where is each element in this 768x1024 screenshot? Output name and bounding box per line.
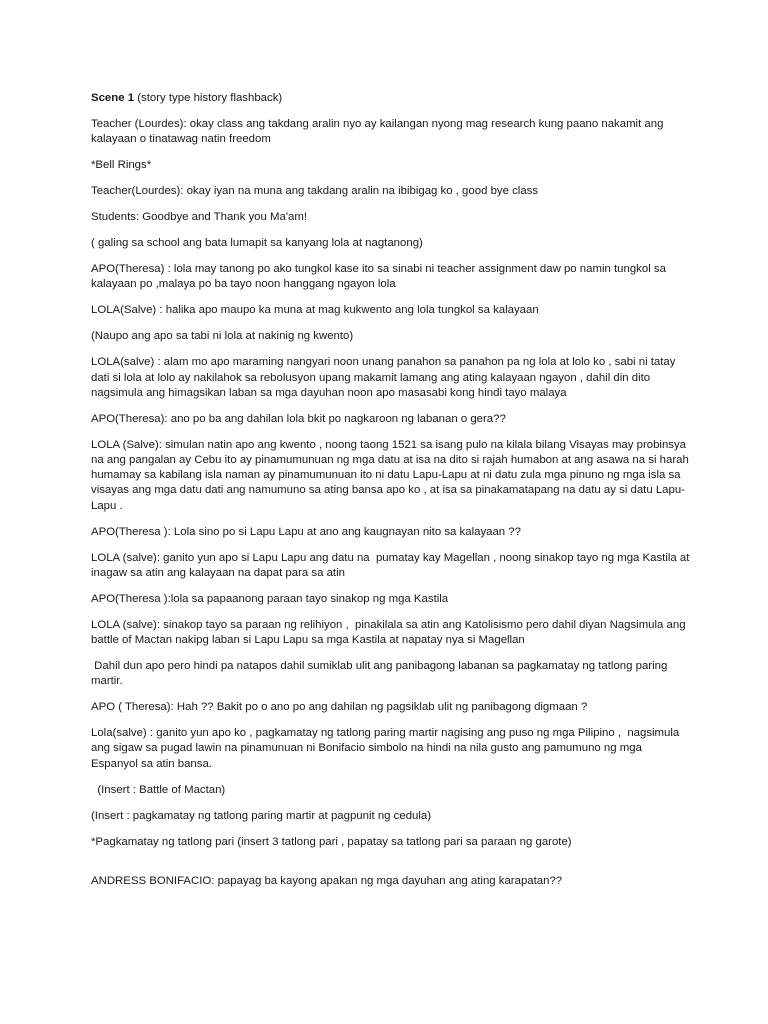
script-line: Students: Goodbye and Thank you Ma'am! bbox=[91, 211, 307, 224]
script-line: APO(Theresa): ano po ba ang dahilan lola bkit po nagkaroon ng labanan o gera?? bbox=[91, 412, 506, 425]
document-page bbox=[91, 91, 691, 900]
script-line: Teacher(Lourdes): okay iyan na muna ang takdang aralin na ibibigag ko , good bye class bbox=[91, 185, 539, 198]
script-line: Lola(salve) : ganito yun apo ko , pagkamatay ng tatlong paring martir nagising ang puso ng mga Pilipino , nagsimula ang sigaw sa pugad lawin na pinamunuan ni Bonifacio simbolo na hindi na nila gusto ang pamumuno ng mga Espanyol sa atin bansa. bbox=[91, 727, 683, 770]
script-line: LOLA (salve): sinakop tayo sa paraan ng relihiyon , pinakilala sa atin ang Katolisismo pero dahil diyan Nagsimula ang battle of Mactan nakipg laban si Lapu Lapu sa mga Kastila at napatay nya si Magellan bbox=[91, 618, 689, 647]
script-line: LOLA (salve): ganito yun apo si Lapu Lapu ang datu na pumatay kay Magellan , noong sinakop tayo ng mga Kastila at inagaw sa atin ang kalayaan na dapat para sa atin bbox=[91, 551, 693, 579]
script-line: APO(Theresa ): Lola sino po si Lapu Lapu at ano ang kaugnayan nito sa kalayaan ?? bbox=[91, 525, 521, 538]
script-line: (Insert : Battle of Mactan) bbox=[91, 783, 226, 796]
script-line: LOLA(Salve) : halika apo maupo ka muna at mag kukwento ang lola tungkol sa kalayaan bbox=[91, 304, 539, 317]
script-line: LOLA(salve) : alam mo apo maraming nangyari noon unang panahon sa panahon pa ng lola at lolo ko , sabi ni tatay dati si lola at lolo ay nakilahok sa rebolusyon upang makamit lamang ang ating kalayaan ngayon , dahil din dito nagsimula ang himagsikan laban sa mga dayuhan noon apo masasabi kong hindi tayo malaya bbox=[91, 356, 679, 399]
script-line: ( galing sa school ang bata lumapit sa kanyang lola at nagtanong) bbox=[91, 237, 423, 250]
scene-heading-line bbox=[91, 91, 691, 106]
script-line: APO(Theresa) : lola may tanong po ako tungkol kase ito sa sinabi ni teacher assignment daw po namin tungkol sa kalayaan po ,malaya po ba tayo noon hanggang ngayon lola bbox=[91, 263, 670, 291]
script-line: APO ( Theresa): Hah ?? Bakit po o ano po ang dahilan ng pagsiklab ulit ng panibagong digmaan ? bbox=[91, 701, 588, 714]
script-line: *Pagkamatay ng tatlong pari (insert 3 tatlong pari , papatay sa tatlong pari sa paraan ng garote) bbox=[91, 835, 572, 848]
script-line: ANDRESS BONIFACIO: papayag ba kayong apakan ng mga dayuhan ang ating karapatan?? bbox=[91, 874, 563, 887]
script-line: Dahil dun apo pero hindi pa natapos dahil sumiklab ulit ang panibagong labanan sa pagkamatay ng tatlong paring martir. bbox=[91, 660, 671, 688]
script-line: (Insert : pagkamatay ng tatlong paring martir at pagpunit ng cedula) bbox=[91, 809, 432, 822]
script-line: APO(Theresa ):lola sa papaanong paraan tayo sinakop ng mga Kastila bbox=[91, 592, 449, 605]
script-line: *Bell Rings* bbox=[91, 159, 152, 172]
scene-heading: Scene 1 bbox=[91, 92, 135, 104]
scene-note: (story type history flashback) bbox=[134, 92, 283, 104]
script-line: (Naupo ang apo sa tabi ni lola at nakinig ng kwento) bbox=[91, 330, 354, 343]
script-line: Teacher (Lourdes): okay class ang takdang aralin nyo ay kailangan nyong mag research kung paano nakamit ang kalayaan o tinatawag natin freedom bbox=[91, 118, 667, 146]
script-line: LOLA (Salve): simulan natin apo ang kwento , noong taong 1521 sa isang pulo na kilala bilang Visayas may probinsya na ang pangalan ay Cebu ito ay pinamumunuan ng mga datu at isa na dito si rajah humabon at ang asawa na si harah humamay sa kabilang isla naman ay pinamumunuan ito ni datu Lapu-Lapu at ni datu zula mga pinuno ng mga isla sa visayas ang mga datu dati ang namumuno sa ating bansa apo ko , at isa sa pinakamatapang na datu ay si datu Lapu-Lapu . bbox=[91, 438, 692, 512]
